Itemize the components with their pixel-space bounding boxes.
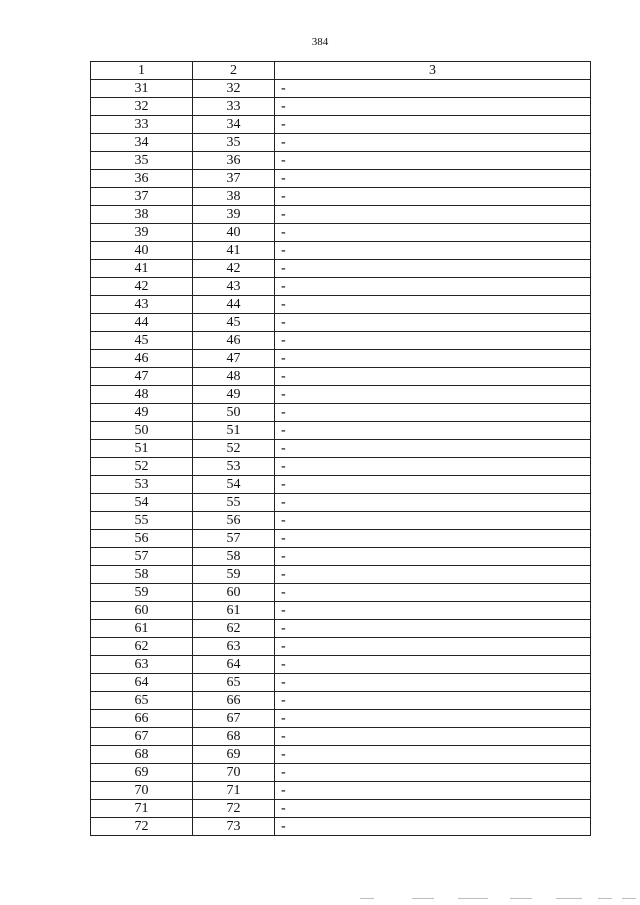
table-row xyxy=(91,98,591,116)
table-cell-col-1: 42 xyxy=(91,278,193,296)
table-cell-col-3: - xyxy=(275,800,591,818)
table-row xyxy=(91,710,591,728)
table-row xyxy=(91,512,591,530)
table-cell-col-1: 35 xyxy=(91,152,193,170)
table-row xyxy=(91,170,591,188)
table-row xyxy=(91,782,591,800)
table-cell-col-2: 60 xyxy=(193,584,275,602)
table-row xyxy=(91,116,591,134)
table-row xyxy=(91,584,591,602)
table-row xyxy=(91,476,591,494)
table-row xyxy=(91,314,591,332)
table-cell-col-3: - xyxy=(275,818,591,836)
table-row xyxy=(91,296,591,314)
table-cell-col-2: 32 xyxy=(193,80,275,98)
table-header xyxy=(91,62,591,80)
table-cell-col-2: 64 xyxy=(193,656,275,674)
table-cell-col-3: - xyxy=(275,260,591,278)
table-cell-col-1: 31 xyxy=(91,80,193,98)
table-cell-col-1: 38 xyxy=(91,206,193,224)
table-row xyxy=(91,602,591,620)
table-row xyxy=(91,80,591,98)
table-cell-col-3: - xyxy=(275,98,591,116)
table-cell-col-3: - xyxy=(275,386,591,404)
table-row xyxy=(91,728,591,746)
table-cell-col-1: 55 xyxy=(91,512,193,530)
table-cell-col-1: 59 xyxy=(91,584,193,602)
column-header-2: 2 xyxy=(193,62,275,80)
table-cell-col-2: 44 xyxy=(193,296,275,314)
table-cell-col-2: 70 xyxy=(193,764,275,782)
table-cell-col-2: 58 xyxy=(193,548,275,566)
table-cell-col-3: - xyxy=(275,476,591,494)
table-cell-col-3: - xyxy=(275,278,591,296)
table-row xyxy=(91,566,591,584)
table-cell-col-2: 72 xyxy=(193,800,275,818)
table-cell-col-1: 64 xyxy=(91,674,193,692)
table-cell-col-2: 61 xyxy=(193,602,275,620)
table-cell-col-3: - xyxy=(275,638,591,656)
table-cell-col-1: 52 xyxy=(91,458,193,476)
table-row xyxy=(91,188,591,206)
table-cell-col-3: - xyxy=(275,404,591,422)
table-cell-col-1: 69 xyxy=(91,764,193,782)
table-cell-col-2: 56 xyxy=(193,512,275,530)
table-cell-col-2: 47 xyxy=(193,350,275,368)
table-cell-col-1: 57 xyxy=(91,548,193,566)
table-row xyxy=(91,224,591,242)
table-cell-col-1: 60 xyxy=(91,602,193,620)
table-cell-col-1: 68 xyxy=(91,746,193,764)
table-row xyxy=(91,548,591,566)
table-cell-col-1: 58 xyxy=(91,566,193,584)
table-cell-col-3: - xyxy=(275,512,591,530)
table-row xyxy=(91,368,591,386)
table-cell-col-2: 73 xyxy=(193,818,275,836)
table-cell-col-3: - xyxy=(275,782,591,800)
table-cell-col-3: - xyxy=(275,134,591,152)
table-cell-col-1: 65 xyxy=(91,692,193,710)
table-row xyxy=(91,458,591,476)
table-cell-col-3: - xyxy=(275,656,591,674)
table-cell-col-2: 46 xyxy=(193,332,275,350)
table-cell-col-1: 61 xyxy=(91,620,193,638)
table-cell-col-2: 51 xyxy=(193,422,275,440)
header-row xyxy=(91,62,591,80)
table-cell-col-3: - xyxy=(275,116,591,134)
table-cell-col-2: 69 xyxy=(193,746,275,764)
table-cell-col-2: 54 xyxy=(193,476,275,494)
table-cell-col-1: 37 xyxy=(91,188,193,206)
table-cell-col-2: 35 xyxy=(193,134,275,152)
table-row xyxy=(91,332,591,350)
table-cell-col-2: 66 xyxy=(193,692,275,710)
table-cell-col-2: 39 xyxy=(193,206,275,224)
table-row xyxy=(91,656,591,674)
table-cell-col-1: 62 xyxy=(91,638,193,656)
table-row xyxy=(91,404,591,422)
data-table xyxy=(90,61,591,836)
table-cell-col-1: 67 xyxy=(91,728,193,746)
table-cell-col-1: 46 xyxy=(91,350,193,368)
table-cell-col-3: - xyxy=(275,458,591,476)
table-cell-col-2: 48 xyxy=(193,368,275,386)
table-cell-col-3: - xyxy=(275,530,591,548)
table-row xyxy=(91,350,591,368)
table-cell-col-1: 33 xyxy=(91,116,193,134)
table-cell-col-3: - xyxy=(275,746,591,764)
table-cell-col-1: 48 xyxy=(91,386,193,404)
table-cell-col-2: 41 xyxy=(193,242,275,260)
table-row xyxy=(91,764,591,782)
table-cell-col-2: 52 xyxy=(193,440,275,458)
table-cell-col-2: 67 xyxy=(193,710,275,728)
table-row xyxy=(91,206,591,224)
table-cell-col-1: 47 xyxy=(91,368,193,386)
table-row xyxy=(91,800,591,818)
table-row xyxy=(91,422,591,440)
table-body xyxy=(91,80,591,836)
table-cell-col-2: 53 xyxy=(193,458,275,476)
table-cell-col-2: 34 xyxy=(193,116,275,134)
table-cell-col-2: 62 xyxy=(193,620,275,638)
table-cell-col-2: 45 xyxy=(193,314,275,332)
table-cell-col-2: 57 xyxy=(193,530,275,548)
table-cell-col-1: 70 xyxy=(91,782,193,800)
table-cell-col-3: - xyxy=(275,566,591,584)
table-row xyxy=(91,818,591,836)
table-cell-col-3: - xyxy=(275,710,591,728)
table-row xyxy=(91,638,591,656)
table-cell-col-1: 41 xyxy=(91,260,193,278)
table-row xyxy=(91,260,591,278)
table-cell-col-2: 63 xyxy=(193,638,275,656)
table-cell-col-3: - xyxy=(275,224,591,242)
table-cell-col-3: - xyxy=(275,170,591,188)
table-row xyxy=(91,692,591,710)
table-cell-col-1: 71 xyxy=(91,800,193,818)
table-cell-col-3: - xyxy=(275,728,591,746)
table-row xyxy=(91,242,591,260)
table-row xyxy=(91,386,591,404)
table-cell-col-3: - xyxy=(275,440,591,458)
table-cell-col-2: 59 xyxy=(193,566,275,584)
table-cell-col-2: 50 xyxy=(193,404,275,422)
table-cell-col-1: 40 xyxy=(91,242,193,260)
table-cell-col-2: 40 xyxy=(193,224,275,242)
table-cell-col-3: - xyxy=(275,692,591,710)
table-cell-col-3: - xyxy=(275,188,591,206)
table-cell-col-1: 54 xyxy=(91,494,193,512)
table-cell-col-2: 65 xyxy=(193,674,275,692)
table-cell-col-2: 37 xyxy=(193,170,275,188)
table-cell-col-1: 51 xyxy=(91,440,193,458)
table-cell-col-3: - xyxy=(275,152,591,170)
table-cell-col-1: 63 xyxy=(91,656,193,674)
table-cell-col-1: 50 xyxy=(91,422,193,440)
table-row xyxy=(91,494,591,512)
table-cell-col-1: 53 xyxy=(91,476,193,494)
table-cell-col-2: 55 xyxy=(193,494,275,512)
table-cell-col-1: 43 xyxy=(91,296,193,314)
table-cell-col-1: 32 xyxy=(91,98,193,116)
table-cell-col-3: - xyxy=(275,674,591,692)
table-cell-col-3: - xyxy=(275,368,591,386)
scan-artifact-marks xyxy=(360,896,640,902)
table-cell-col-1: 45 xyxy=(91,332,193,350)
table-row xyxy=(91,134,591,152)
table-row xyxy=(91,620,591,638)
table-row xyxy=(91,674,591,692)
table-cell-col-2: 49 xyxy=(193,386,275,404)
table-row xyxy=(91,530,591,548)
table-cell-col-3: - xyxy=(275,296,591,314)
table-cell-col-2: 33 xyxy=(193,98,275,116)
table-cell-col-3: - xyxy=(275,548,591,566)
table-row xyxy=(91,746,591,764)
table-cell-col-2: 38 xyxy=(193,188,275,206)
page-number: 384 xyxy=(311,36,329,48)
column-header-3: 3 xyxy=(275,62,591,80)
table-cell-col-3: - xyxy=(275,350,591,368)
table-cell-col-1: 72 xyxy=(91,818,193,836)
table-cell-col-3: - xyxy=(275,242,591,260)
table-cell-col-3: - xyxy=(275,206,591,224)
table-cell-col-1: 49 xyxy=(91,404,193,422)
table-cell-col-1: 34 xyxy=(91,134,193,152)
table-cell-col-1: 66 xyxy=(91,710,193,728)
table-cell-col-1: 56 xyxy=(91,530,193,548)
table-row xyxy=(91,278,591,296)
table-cell-col-3: - xyxy=(275,80,591,98)
table-cell-col-3: - xyxy=(275,602,591,620)
table-cell-col-2: 68 xyxy=(193,728,275,746)
table-cell-col-3: - xyxy=(275,422,591,440)
table-cell-col-3: - xyxy=(275,620,591,638)
table-cell-col-2: 36 xyxy=(193,152,275,170)
table-cell-col-3: - xyxy=(275,314,591,332)
table-cell-col-2: 42 xyxy=(193,260,275,278)
table-cell-col-1: 39 xyxy=(91,224,193,242)
table-cell-col-2: 43 xyxy=(193,278,275,296)
table-row xyxy=(91,440,591,458)
table-cell-col-3: - xyxy=(275,494,591,512)
table-cell-col-2: 71 xyxy=(193,782,275,800)
table-row xyxy=(91,152,591,170)
table-cell-col-1: 36 xyxy=(91,170,193,188)
column-header-1: 1 xyxy=(91,62,193,80)
table-cell-col-3: - xyxy=(275,584,591,602)
table-cell-col-1: 44 xyxy=(91,314,193,332)
table-cell-col-3: - xyxy=(275,332,591,350)
table-cell-col-3: - xyxy=(275,764,591,782)
